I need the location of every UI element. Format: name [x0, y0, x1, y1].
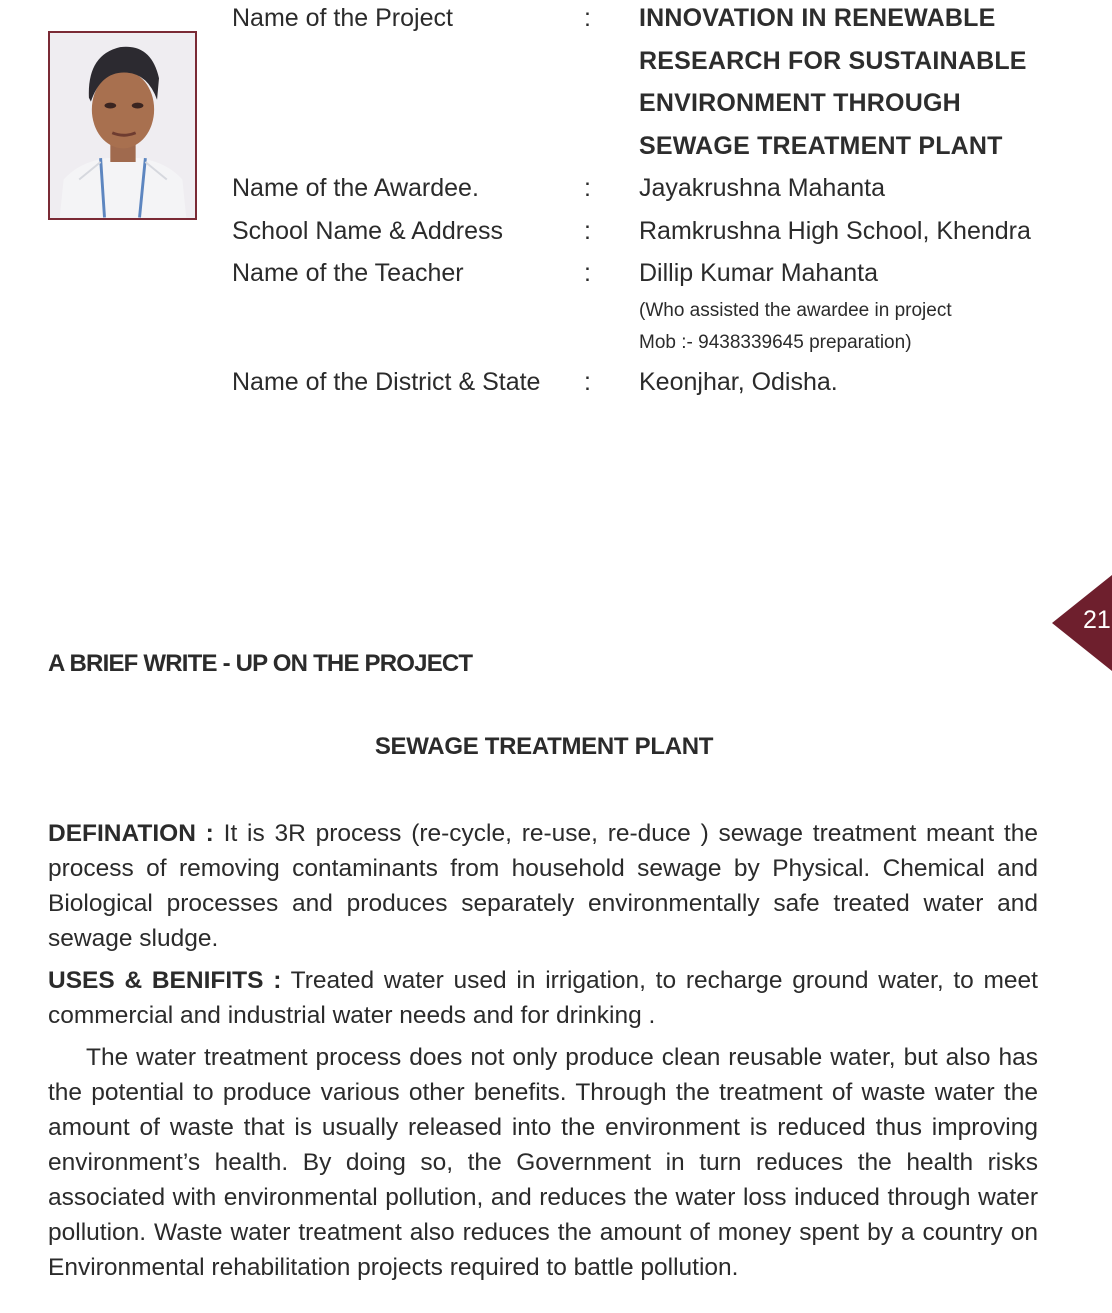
colon-separator: :: [584, 217, 591, 245]
portrait-image: [50, 33, 195, 218]
colon-separator: :: [584, 4, 591, 32]
colon-separator: :: [584, 368, 591, 396]
project-label: Name of the Project: [232, 4, 453, 32]
district-label: Name of the District & State: [232, 368, 541, 396]
definition-label: DEFINATION :: [48, 820, 214, 847]
uses-label: USES & BENIFITS :: [48, 967, 282, 994]
uses-text: Treated water used in irrigation, to recharge ground water, to meet commercial and industrial water needs and for drinking .: [48, 967, 1038, 1029]
colon-separator: :: [584, 259, 591, 287]
project-title-line: INNOVATION IN RENEWABLE: [639, 4, 996, 32]
district-value: Keonjhar, Odisha.: [639, 368, 838, 396]
section-title: SEWAGE TREATMENT PLANT: [374, 733, 714, 760]
project-title: [639, 0, 1027, 167]
teacher-note-line: Mob :- 9438339645 preparation): [639, 332, 912, 353]
colon-separator: :: [584, 174, 591, 202]
awardee-label: Name of the Awardee.: [232, 174, 479, 202]
writeup-heading: A BRIEF WRITE - UP ON THE PROJECT: [48, 650, 473, 677]
uses-paragraph: [48, 963, 1038, 1033]
teacher-label: Name of the Teacher: [232, 259, 464, 287]
project-title-line: ENVIRONMENT THROUGH: [639, 89, 961, 117]
definition-text: It is 3R process (re-cycle, re-use, re-duce ) sewage treatment meant the process of removing contaminants from household sewage by Physical. Chemical and Biological processes and produces separately environmentally safe treated water and sewage sludge.: [48, 820, 1038, 952]
page-number: 21: [1083, 606, 1111, 634]
definition-paragraph: [48, 816, 1038, 956]
body-paragraph: The water treatment process does not only produce clean reusable water, but also has the potential to produce various other benefits. Through the treatment of waste water the amount of waste that is usually released into the environment is reduced thus improving environment’s health. By doing so, the Government in turn reduces the health risks associated with environmental pollution, and reduces the water loss induced through water pollution. Waste water treatment also reduces the amount of money spent by a country on Environmental rehabilitation projects required to battle pollution.: [48, 1044, 1038, 1281]
awardee-photo: [48, 31, 197, 220]
school-label: School Name & Address: [232, 217, 503, 245]
project-title-line: RESEARCH FOR SUSTAINABLE: [639, 46, 1027, 75]
school-value: Ramkrushna High School, Khendra: [639, 217, 1031, 245]
project-title-line: SEWAGE TREATMENT PLANT: [639, 131, 1003, 160]
awardee-name: Jayakrushna Mahanta: [639, 174, 885, 202]
teacher-note-line: (Who assisted the awardee in project: [639, 300, 952, 321]
teacher-name: Dillip Kumar Mahanta: [639, 259, 878, 287]
